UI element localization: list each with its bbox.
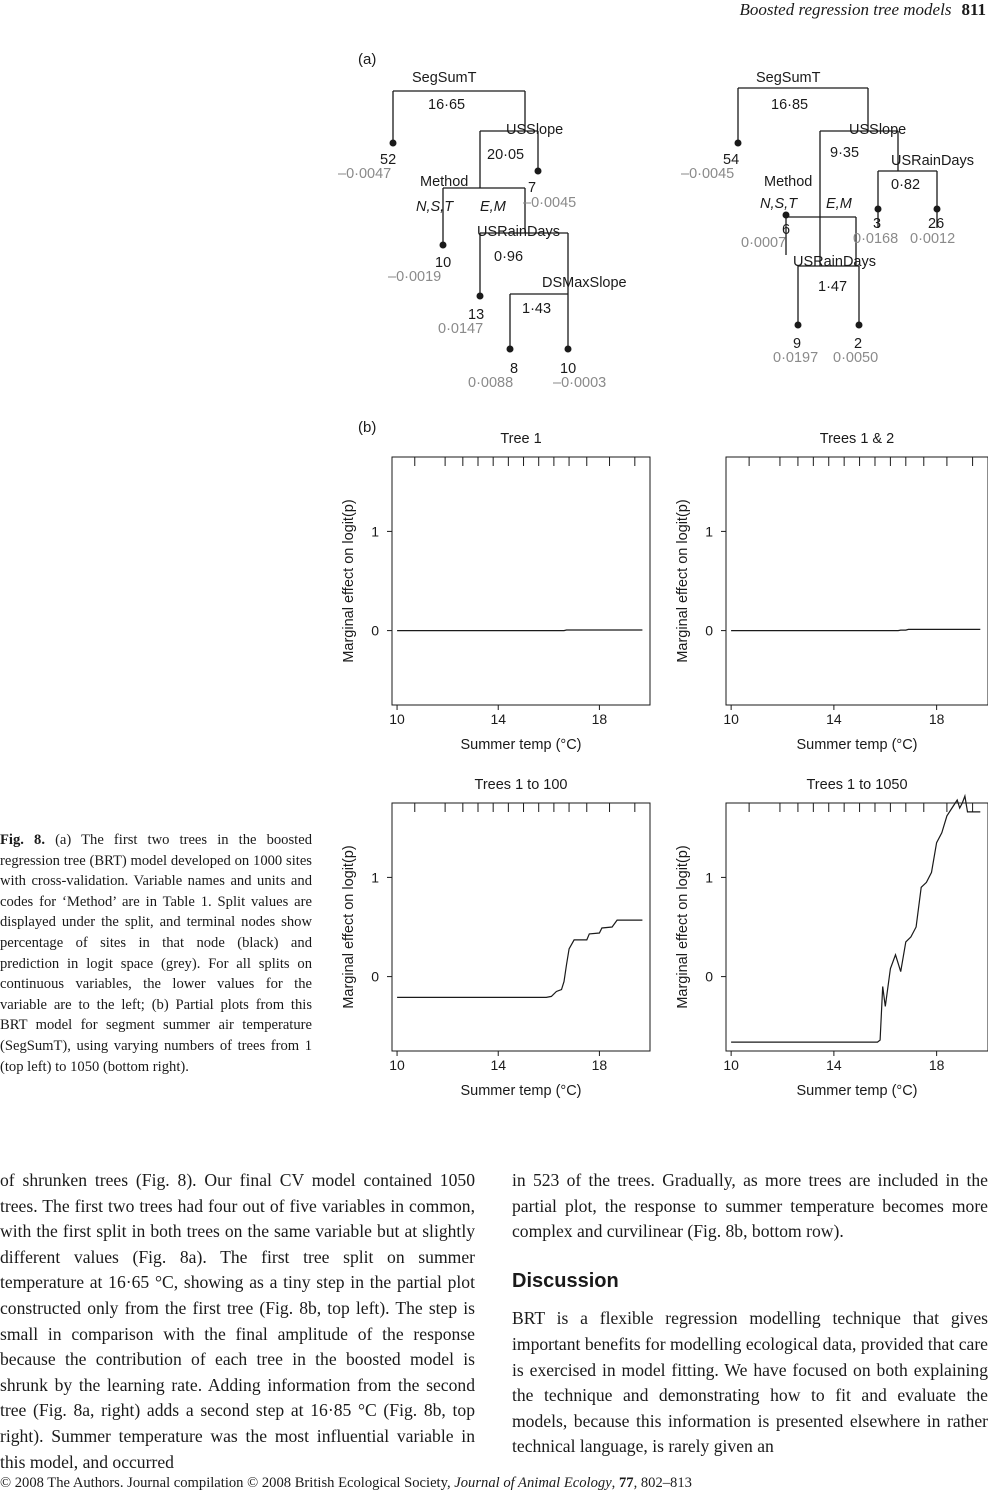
chart3-title: Trees 1 to 1050 (806, 777, 908, 793)
chart0-series-line (397, 630, 642, 631)
chart1-x-tick-label: 10 (723, 711, 739, 727)
chart0-x-tick-label: 18 (591, 711, 608, 727)
chart0-x-axis-label: Summer temp (°C) (460, 737, 582, 753)
tree1-leaf-dot (507, 346, 514, 353)
page-number: 811 (961, 0, 986, 19)
tree1-n2-var: USSlope (506, 122, 564, 138)
tree2-n2-var: USSlope (849, 122, 907, 138)
tree1-n5-var: DSMaxSlope (542, 275, 627, 291)
tree2-n4-right: E,M (826, 196, 852, 212)
tree1-n3-right: E,M (480, 199, 506, 215)
tree2-n5-split: 1·47 (818, 279, 848, 295)
tree2-n4-left: N,S,T (760, 196, 798, 212)
tree1-n2-split: 20·05 (487, 147, 525, 163)
chart3-x-tick-label: 18 (928, 1057, 945, 1073)
tree1-leaf1-pct: 52 (380, 152, 397, 168)
tree1-root-split: 16·65 (428, 97, 466, 113)
chart2-x-tick-label: 18 (591, 1057, 608, 1073)
tree1-leaf-dot (565, 346, 572, 353)
footer-pages: , 802–813 (633, 1475, 692, 1491)
tree1-root-var: SegSumT (412, 70, 477, 86)
tree1-leaf-dot (390, 140, 397, 147)
chart1-series-line (731, 629, 980, 630)
chart2-y-tick-label: 1 (371, 869, 379, 886)
tree2-leaf-dot (875, 206, 882, 213)
tree2-root-var: SegSumT (756, 70, 821, 86)
chart2-series-line (397, 920, 642, 997)
tree1-leaf5-pred: 0·0088 (468, 375, 514, 391)
caption-text: (a) The first two trees in the boosted regression tree (BRT) model developed on 1000 sites with cross-validation. Variable names and units and codes for ‘Method’ are in Table 1. Split values are displayed under the split, and terminal nodes show percentage of sites in that node (black) and prediction in logit space (grey). For all splits on continuous variables, the lower values for the variable are to the left; (b) Partial plots from this BRT model for segment summer air temperature (SegSumT), using varying numbers of trees from 1 (top left) to 1050 (bottom right). (0, 832, 312, 1075)
chart1-title: Trees 1 & 2 (819, 431, 895, 447)
tree2-leaf-dot (934, 206, 941, 213)
page-footer: © 2008 The Authors. Journal compilation © 2008 British Ecological Society, Journal of Animal Ecology, 77, 802–813 (0, 1475, 692, 1491)
tree1-leaf5-pct: 8 (510, 361, 519, 377)
chart0-x-tick-label: 14 (490, 711, 507, 727)
chart1-x-tick-label: 18 (928, 711, 945, 727)
body-paragraph: of shrunken trees (Fig. 8). Our final CV model contained 1050 trees. The first two trees had four out of five variables in common, with the first split in both trees on the same variable but at slightly different values (Fig. 8a). The first tree split on summer temperature at 16·65 °C, showing as a tiny step in the partial plot constructed only from the first tree (Fig. 8b, top left). The step is small in comparison with the final amplitude of the response because the contribution of each tree in the boosted model is shrunk by the learning rate. Adding information from the second tree (Fig. 8a, right) adds a second step at 16·85 °C (Fig. 8b, top right). Summer temperature was the most influential variable in this model, and occurred (0, 1170, 475, 1472)
tree1-leaf-dot (535, 168, 542, 175)
tree1-n3-var: Method (420, 174, 469, 190)
chart0-x-tick-label: 10 (389, 711, 405, 727)
tree2-leaf2-pct: 3 (873, 216, 882, 232)
chart2-title: Trees 1 to 100 (474, 777, 568, 793)
chart0-frame (392, 457, 650, 705)
body-column-right (512, 1168, 988, 1460)
tree2-leaf5-pct: 9 (793, 336, 802, 352)
chart0-y-axis-label: Marginal effect on logit(p) (341, 499, 357, 663)
footer-volume: 77 (618, 1475, 634, 1491)
tree2-root-split: 16·85 (771, 97, 809, 113)
chart3-y-tick-label: 0 (705, 968, 713, 985)
chart0-title: Tree 1 (500, 431, 542, 447)
chart3-x-tick-label: 14 (826, 1057, 842, 1073)
tree2-leaf-dot (783, 212, 790, 219)
partial-plots (341, 431, 988, 1099)
tree1-n4-var: USRainDays (477, 224, 560, 240)
chart0-y-tick-label: 0 (371, 622, 379, 639)
figure-caption (0, 830, 312, 1077)
body-paragraph: in 523 of the trees. Gradually, as more trees are included in the partial plot, the response to summer temperature becomes more complex and curvilinear (Fig. 8b, bottom row). (512, 1170, 988, 1242)
tree2-leaf6-pct: 2 (854, 336, 863, 352)
chart3-x-tick-label: 10 (723, 1057, 739, 1073)
chart2-y-axis-label: Marginal effect on logit(p) (341, 845, 357, 1009)
tree2-n3-split: 0·82 (891, 177, 921, 193)
chart3-x-axis-label: Summer temp (°C) (796, 1083, 918, 1099)
tree2-leaf-dot (856, 322, 863, 329)
body-paragraph: BRT is a flexible regression modelling technique that gives important benefits for modelling ecological data, provided that care is exercised in model fitting. We have focused on both explaining the technique and demonstrating how to fit and evaluate the models, because this information is presented elsewhere in rather technical language, is rarely given an (512, 1308, 988, 1457)
body-column-left (0, 1168, 475, 1475)
tree1-n5-split: 1·43 (522, 301, 552, 317)
tree1-leaf4-pred: 0·0147 (438, 321, 484, 337)
panel-a-label: (a) (358, 51, 377, 68)
footer-copyright: © 2008 The Authors. Journal compilation © 2008 British Ecological Society, (0, 1475, 455, 1491)
tree1-leaf6-pred: –0·0003 (553, 375, 607, 391)
chart3-series-line (731, 796, 980, 1042)
tree1-leaf-dot (440, 242, 447, 249)
tree2-n3-var: USRainDays (891, 153, 974, 169)
chart1-y-tick-label: 1 (705, 523, 713, 540)
running-title: Boosted regression tree models (739, 0, 952, 19)
tree2-leaf5-pred: 0·0197 (773, 350, 819, 366)
tree1-leaf2-pred: –0·0045 (523, 195, 577, 211)
tree2-leaf4-pct: 6 (782, 222, 791, 238)
section-heading-discussion: Discussion (512, 1269, 619, 1292)
tree2-leaf6-pred: 0·0050 (833, 350, 879, 366)
panel-b-label: (b) (358, 419, 377, 436)
footer-journal: Journal of Animal Ecology (454, 1475, 612, 1491)
chart2-x-tick-label: 10 (389, 1057, 405, 1073)
tree2-leaf2-pred: 0·0168 (853, 231, 899, 247)
tree1-leaf-dot (477, 293, 484, 300)
chart1-x-tick-label: 14 (826, 711, 842, 727)
tree2-leaf-dot (795, 322, 802, 329)
chart3-frame (726, 803, 988, 1051)
chart1-y-tick-label: 0 (705, 622, 713, 639)
figure-8 (320, 45, 988, 1105)
tree-2-labels (681, 70, 974, 366)
chart2-x-tick-label: 14 (490, 1057, 507, 1073)
chart3-y-tick-label: 1 (705, 869, 713, 886)
chart0-y-tick-label: 1 (371, 523, 379, 540)
chart1-y-axis-label: Marginal effect on logit(p) (675, 499, 691, 663)
chart1-x-axis-label: Summer temp (°C) (796, 737, 918, 753)
tree2-n2-split: 9·35 (830, 145, 860, 161)
tree1-leaf4-pct: 13 (468, 307, 485, 323)
tree1-leaf1-pred: –0·0047 (338, 166, 392, 182)
tree1-n4-split: 0·96 (494, 249, 524, 265)
chart1-frame (726, 457, 988, 705)
tree2-n5-var: USRainDays (793, 254, 876, 270)
tree2-leaf-dot (735, 140, 742, 147)
tree2-leaf1-pct: 54 (723, 152, 740, 168)
chart2-x-axis-label: Summer temp (°C) (460, 1083, 582, 1099)
caption-label: Fig. 8. (0, 832, 45, 848)
chart2-y-tick-label: 0 (371, 968, 379, 985)
chart3-y-axis-label: Marginal effect on logit(p) (675, 845, 691, 1009)
tree2-leaf4-pred: 0·0007 (741, 235, 787, 251)
tree1-leaf6-pct: 10 (560, 361, 577, 377)
tree1-leaf3-pct: 10 (435, 255, 452, 271)
tree2-leaf3-pct: 26 (928, 216, 945, 232)
tree1-leaf3-pred: –0·0019 (388, 269, 442, 285)
tree-1-labels (338, 70, 627, 391)
running-head (739, 0, 986, 20)
tree1-leaf2-pct: 7 (528, 180, 537, 196)
tree2-leaf3-pred: 0·0012 (910, 231, 956, 247)
tree2-leaf1-pred: –0·0045 (681, 166, 735, 182)
tree1-n3-left: N,S,T (416, 199, 454, 215)
tree2-n4-var: Method (764, 174, 813, 190)
